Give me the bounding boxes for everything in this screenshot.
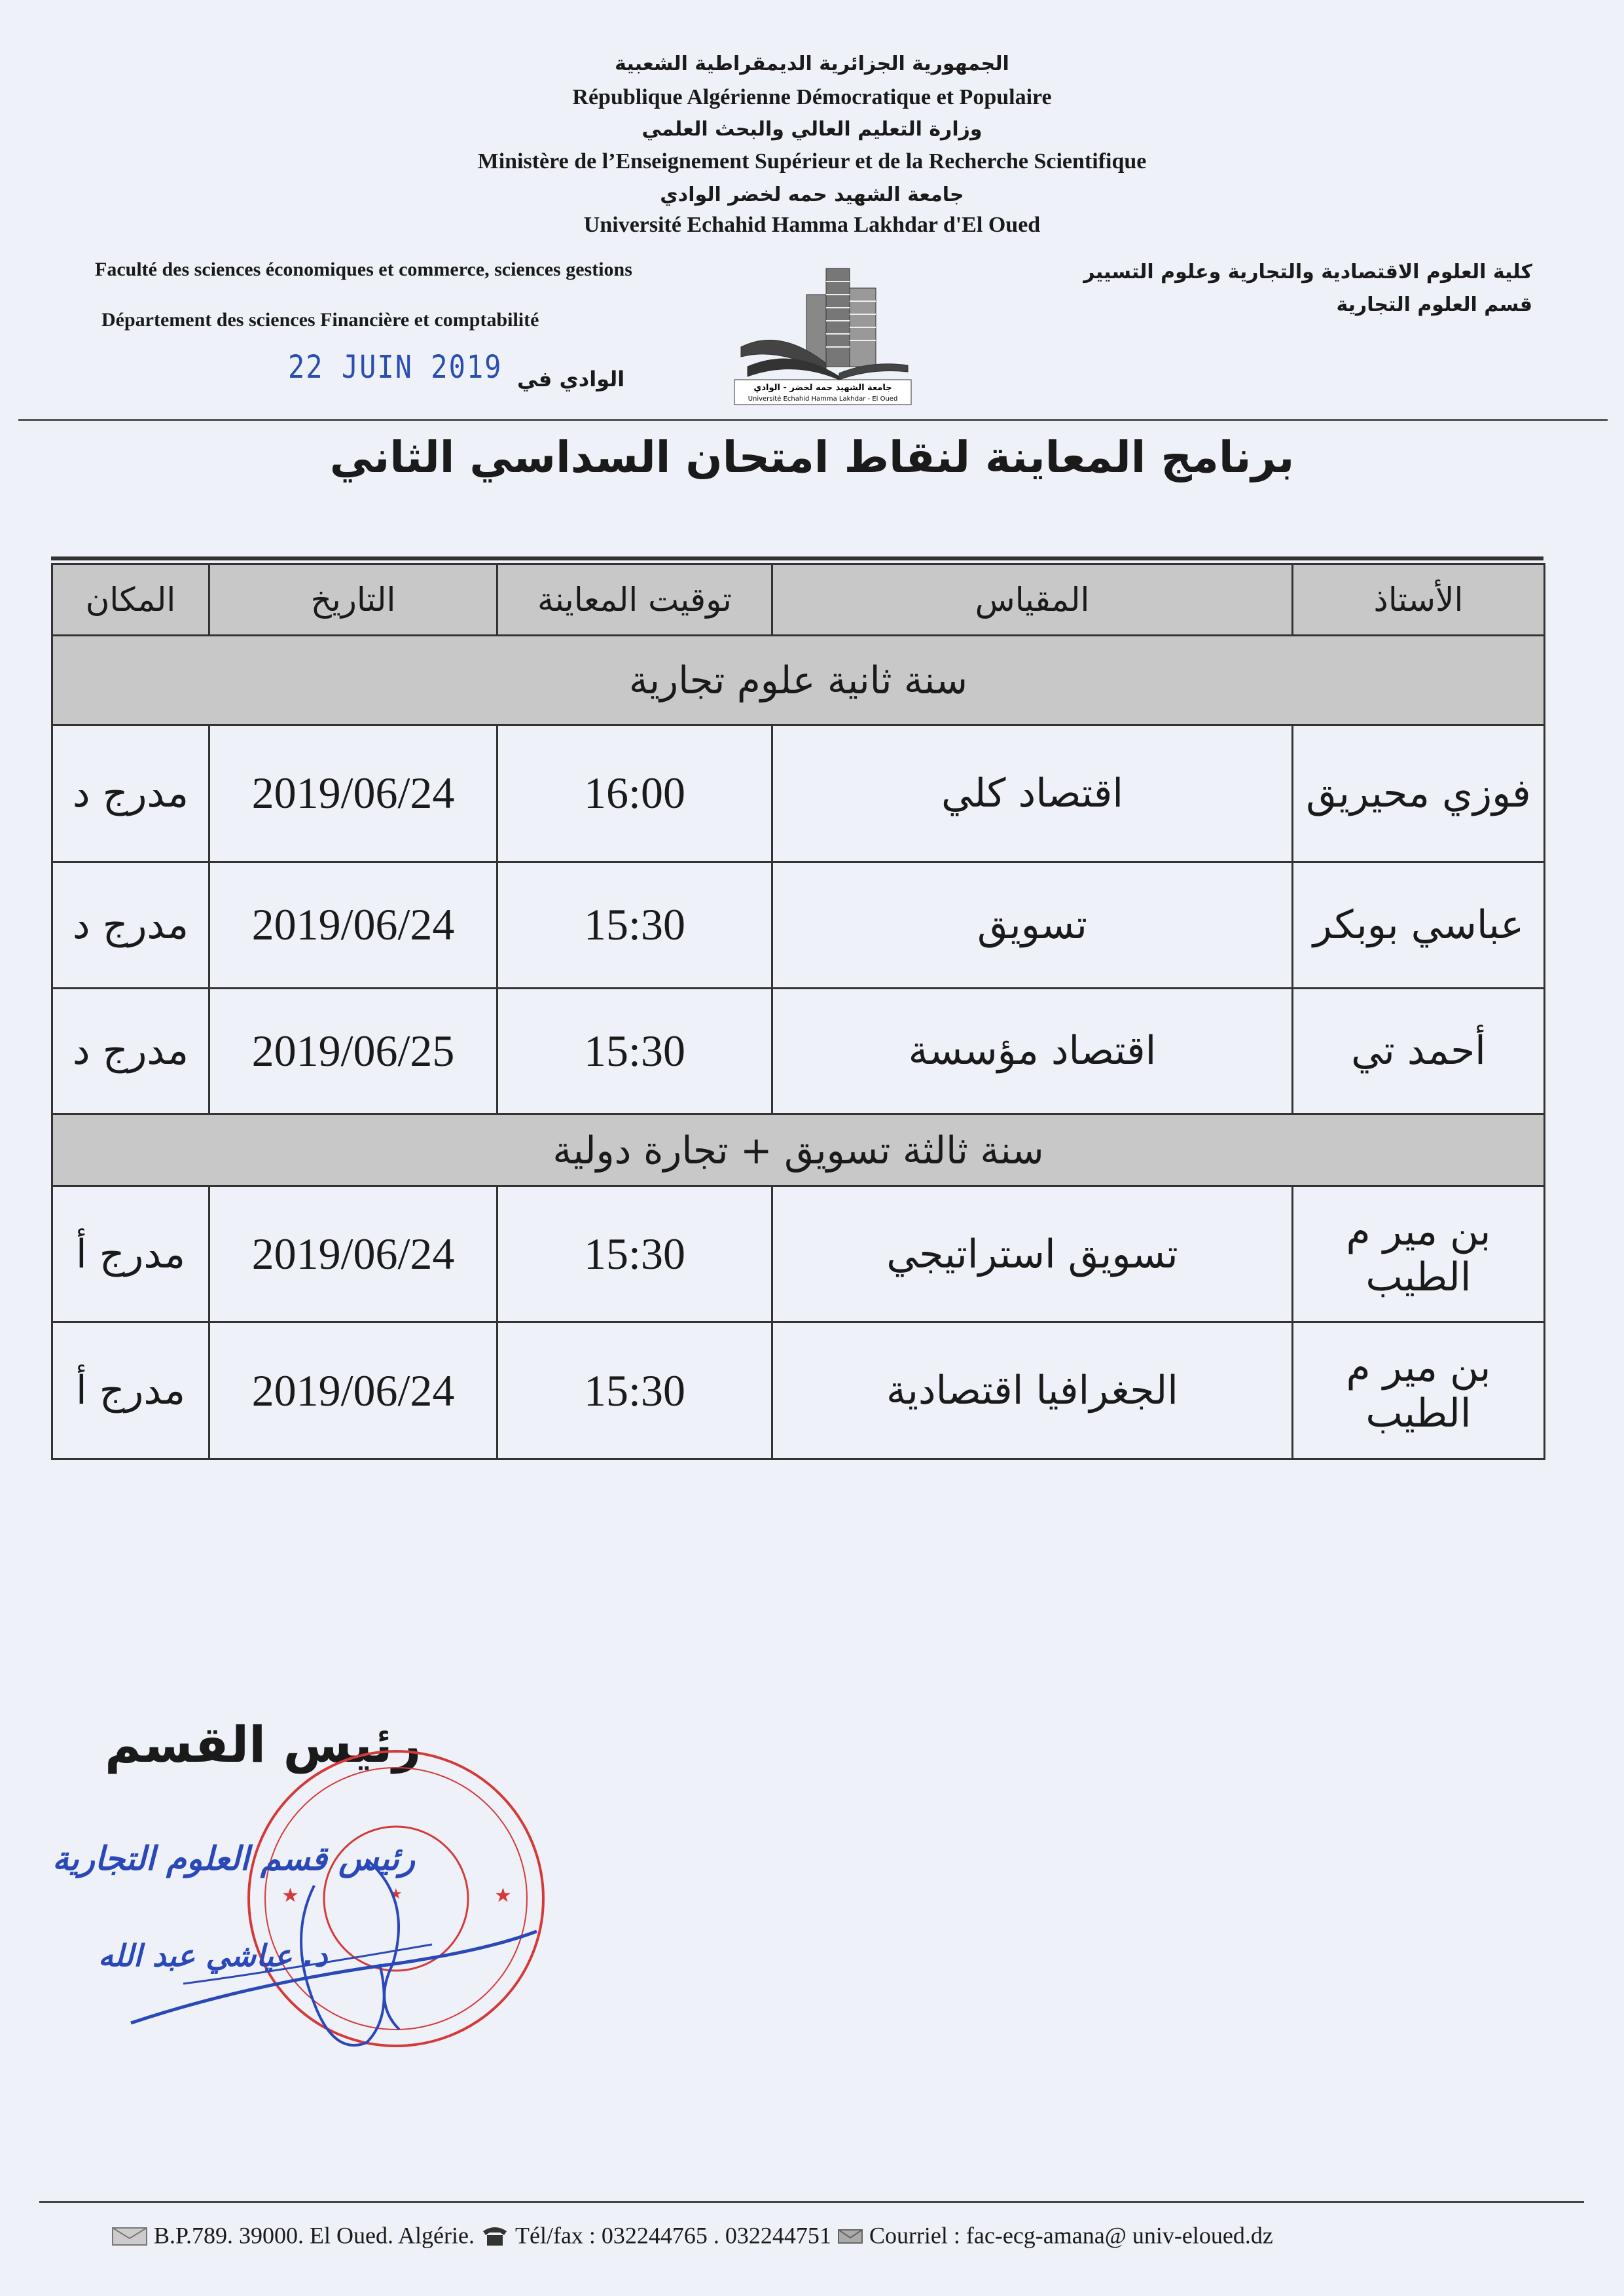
telephone-icon: [480, 2225, 509, 2247]
cell-time: 15:30: [497, 1322, 772, 1459]
table-row: [52, 1186, 1545, 1322]
cell-place: مدرج د: [52, 725, 209, 862]
cell-time: 15:30: [497, 862, 772, 988]
envelope-icon: [111, 2225, 148, 2246]
signatory-name: د. عياشي عبد الله: [98, 1938, 328, 1973]
cell-place: مدرج د: [52, 862, 209, 988]
city-date-label: الوادي في: [517, 367, 625, 392]
cell-date: 2019/06/24: [209, 862, 497, 988]
cell-date: 2019/06/24: [209, 1322, 497, 1459]
document-title: برنامج المعاينة لنقاط امتحان السداسي الثاني: [329, 432, 1295, 483]
section-name: سنة ثالثة تسويق + تجارة دولية: [52, 1114, 1545, 1186]
section-row: [52, 1114, 1545, 1186]
section-row: [52, 636, 1545, 725]
cell-module: تسويق: [772, 862, 1293, 988]
footer-contact: [111, 2219, 1273, 2250]
svg-text:★: ★: [494, 1885, 512, 1906]
column-header-time: توقيت المعاينة: [497, 564, 772, 636]
section-name: سنة ثانية علوم تجارية: [52, 636, 1545, 725]
cell-place: مدرج أ: [52, 1322, 209, 1459]
logo-text-ar: جامعة الشهيد حمه لخضر - الوادي: [753, 383, 892, 393]
table-row: [52, 1322, 1545, 1459]
footer-address: B.P.789. 39000. El Oued. Algérie.: [154, 2222, 475, 2249]
signatory-role: رئيس قسم العلوم التجارية: [52, 1840, 416, 1878]
handwritten-signature: [118, 1768, 615, 2075]
table-row: [52, 862, 1545, 988]
footer-divider: [39, 2201, 1584, 2203]
date-stamp: 22 JUIN 2019: [288, 348, 503, 386]
footer-phone: Tél/fax : 032244765 . 032244751: [514, 2222, 831, 2249]
column-header-place: المكان: [52, 564, 209, 636]
cell-date: 2019/06/25: [209, 988, 497, 1114]
faculty-fr: Faculté des sciences économiques et commerce, sciences gestions: [95, 259, 632, 280]
svg-text:★: ★: [281, 1885, 299, 1906]
table-row: [52, 725, 1545, 862]
cell-module: تسويق استراتيجي: [772, 1186, 1293, 1322]
header-divider: [18, 419, 1608, 421]
department-ar: قسم العلوم التجارية: [1336, 293, 1532, 316]
cell-module: اقتصاد مؤسسة: [772, 988, 1293, 1114]
cell-time: 16:00: [497, 725, 772, 862]
column-header-date: التاريخ: [209, 564, 497, 636]
department-head-title: رئيس القسم: [105, 1715, 422, 1774]
cell-teacher: عباسي بوبكر: [1293, 862, 1545, 988]
schedule-table: [51, 563, 1545, 1460]
cell-date: 2019/06/24: [209, 725, 497, 862]
svg-text:★: ★: [389, 1886, 403, 1903]
cell-teacher: بن مير م الطيب: [1293, 1186, 1545, 1322]
cell-place: مدرج أ: [52, 1186, 209, 1322]
logo-text-fr: Université Echahid Hamma Lakhdar - El Oued: [748, 395, 898, 403]
cell-date: 2019/06/24: [209, 1186, 497, 1322]
header-republic-fr: République Algérienne Démocratique et Populaire: [572, 85, 1052, 109]
cell-time: 15:30: [497, 988, 772, 1114]
cell-time: 15:30: [497, 1186, 772, 1322]
university-logo: [728, 249, 918, 406]
faculty-ar: كلية العلوم الاقتصادية والتجارية وعلوم التسيير: [1083, 261, 1532, 283]
header-ministry-ar: وزارة التعليم العالي والبحث العلمي: [641, 118, 983, 141]
table-top-border: [51, 556, 1543, 560]
header-ministry-fr: Ministère de l’Enseignement Supérieur et de la Recherche Scientifique: [477, 149, 1147, 173]
cell-teacher: أحمد تي: [1293, 988, 1545, 1114]
header-university-fr: Université Echahid Hamma Lakhdar d'El Oued: [583, 213, 1041, 237]
cell-place: مدرج د: [52, 988, 209, 1114]
column-header-module: المقياس: [772, 564, 1293, 636]
header-republic-ar: الجمهورية الجزائرية الديمقراطية الشعبية: [615, 52, 1009, 75]
department-fr: Département des sciences Financière et comptabilité: [101, 309, 539, 331]
table-row: [52, 988, 1545, 1114]
column-header-teacher: الأستاذ: [1293, 564, 1545, 636]
footer-email: Courriel : fac-ecg-amana@ univ-eloued.dz: [869, 2222, 1273, 2249]
cell-module: الجغرافيا اقتصادية: [772, 1322, 1293, 1459]
cell-teacher: فوزي محيريق: [1293, 725, 1545, 862]
header-university-ar: جامعة الشهيد حمه لخضر الوادي: [660, 183, 964, 206]
fax-mail-icon: [837, 2226, 863, 2246]
cell-teacher: بن مير م الطيب: [1293, 1322, 1545, 1459]
cell-module: اقتصاد كلي: [772, 725, 1293, 862]
table-header-row: [52, 564, 1545, 636]
